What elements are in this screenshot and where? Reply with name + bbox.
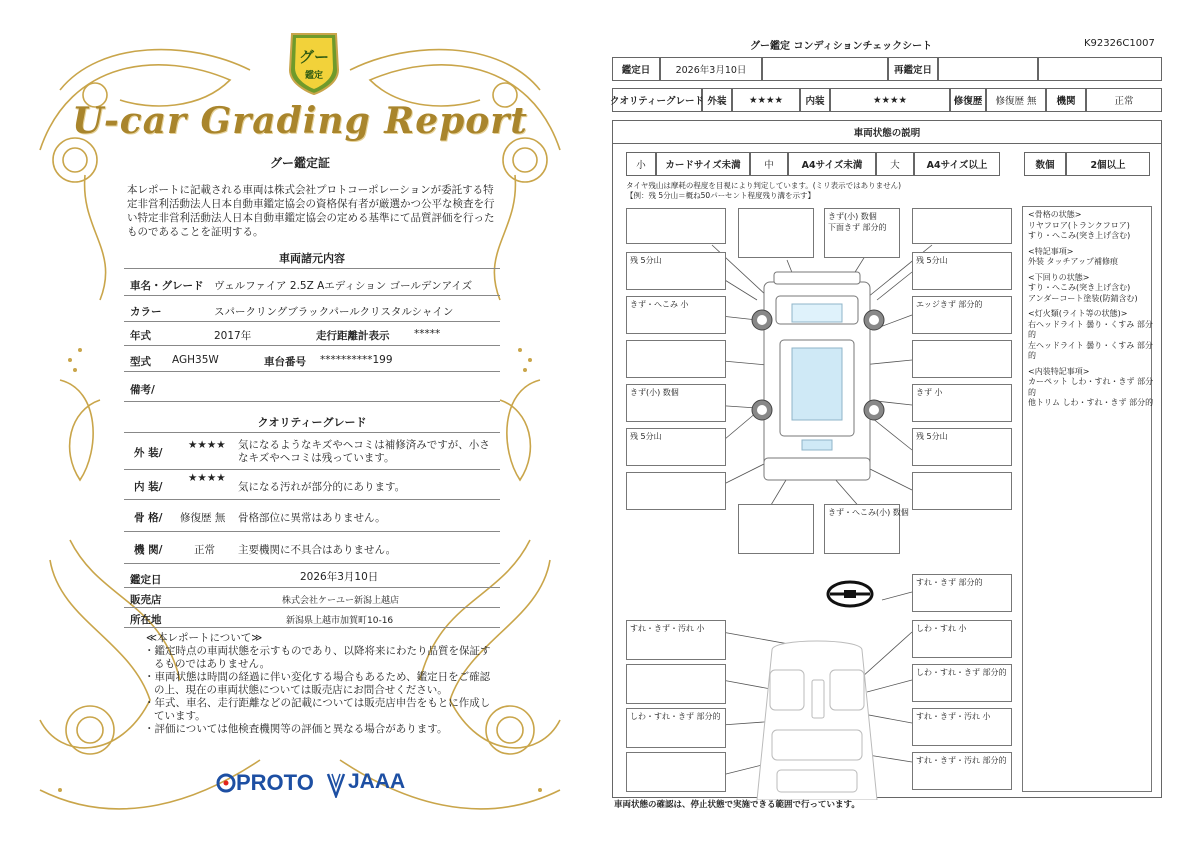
cond-box-blank xyxy=(626,664,726,704)
side-notes xyxy=(1028,210,1156,414)
certificate-heading: グー鑑定証 xyxy=(269,156,330,170)
cond-box-left-rear: きず(小) 数個 xyxy=(626,384,726,422)
sheet-id: K92326C1007 xyxy=(1084,38,1155,49)
spec-row-model: 型式 AGH35W 車台番号 **********199 xyxy=(124,346,500,372)
jaaa-logo: JAAA xyxy=(348,770,406,793)
cond-box-steering: すれ・きず 部分的 xyxy=(912,574,1012,612)
quality-row-engine: 機 関/ 正常 主要機関に不具合はありません。 xyxy=(124,532,500,564)
cond-box-blank xyxy=(626,340,726,378)
cond-box-rear-right-tire: 残 5分山 xyxy=(912,428,1012,466)
condition-check-sheet xyxy=(600,0,1200,848)
cond-box-front-right-tire: 残 5分山 xyxy=(912,252,1012,290)
quality-section-title: クオリティーグレード xyxy=(257,416,367,429)
spec-row-color: カラー スパークリングブラックパールクリスタルシャイン xyxy=(124,296,500,322)
address-row: 所在地 新潟県上越市加賀町10-16 xyxy=(124,608,500,628)
note-item: ・鑑定時点の車両状態を示すものであり、以降将来にわたり品質を保証するものではありません。 xyxy=(144,645,491,670)
jaaa-logo-icon xyxy=(326,770,346,798)
note-item: ・評価については他検査機関等の評価と異なる場合があります。 xyxy=(144,723,448,735)
side-note-lights: <灯火類(ライト等の状態)> 右ヘッドライト 曇り・くすみ 部分的 左ヘッドライト 曇り・くすみ 部分的 xyxy=(1028,309,1153,360)
cond-box-blank xyxy=(912,340,1012,378)
legend-small: 小 xyxy=(626,152,656,176)
cond-box-interior-front-left: すれ・きず・汚れ 小 xyxy=(626,620,726,660)
cond-box-left-front: きず・へこみ 小 xyxy=(626,296,726,334)
cond-box-blank xyxy=(738,504,814,554)
date-blank xyxy=(762,57,888,81)
sheet-footer: 車両状態の確認は、停止状態で実施できる範囲で行っています。 xyxy=(614,800,860,810)
cond-box-interior-mid-right: しわ・すれ・きず 部分的 xyxy=(912,664,1012,702)
quality-row-interior: 内 装/ ★★★★ 気になる汚れが部分的にあります。 xyxy=(124,470,500,500)
dealer-row: 販売店 株式会社ケーユー新潟上越店 xyxy=(124,588,500,608)
cond-box-interior-mid-left: しわ・すれ・きず 部分的 xyxy=(626,708,726,748)
appraisal-date-row: 鑑定日 2026年3月10日 xyxy=(124,566,500,588)
quality-row-exterior: 外 装/ ★★★★ 気になるようなキズやヘコミは補修済みですが、小さなキズやヘコミは残っています。 xyxy=(124,434,500,470)
notes-title: ≪本レポートについて≫ xyxy=(146,632,263,644)
date-value: 2026年3月10日 xyxy=(660,57,762,81)
redate-label: 再鑑定日 xyxy=(888,57,938,81)
goo-appraisal-logo-icon xyxy=(286,30,342,96)
proto-logo-icon xyxy=(216,772,236,796)
side-note-interior: <内装特記事項> カーペット しわ・すれ・きず 部分的 他トリム しわ・すれ・きず 部分的 xyxy=(1028,366,1154,407)
cond-box-rear-left-tire: 残 5分山 xyxy=(626,428,726,466)
svg-text:鑑定: 鑑定 xyxy=(304,71,324,81)
interior-stars: ★★★★ xyxy=(830,88,950,112)
cond-box-front-left-tire: 残 5分山 xyxy=(626,252,726,290)
grade-label: クオリティーグレード xyxy=(612,88,702,112)
cond-box-blank xyxy=(912,208,1012,244)
cond-box-interior-rear-right: すれ・きず・汚れ 小 xyxy=(912,708,1012,746)
engine-label: 機関 xyxy=(1046,88,1086,112)
proto-logo: PROTO xyxy=(236,770,314,795)
tire-note-2: 【例：残 5分山＝概ね50パーセント程度残り溝を示す】 xyxy=(626,191,816,200)
report-notes xyxy=(140,632,500,736)
legend-large-desc: A4サイズ以上 xyxy=(914,152,1000,176)
cond-box-blank xyxy=(626,472,726,510)
spec-row-year: 年式 2017年 走行距離計表示 ***** xyxy=(124,322,500,346)
quality-row-frame: 骨 格/ 修復歴 無 骨格部位に異常はありません。 xyxy=(124,500,500,532)
redate-value xyxy=(938,57,1038,81)
legend-medium: 中 xyxy=(750,152,788,176)
steering-wheel-icon xyxy=(828,582,872,606)
cond-box-right-front: エッジきず 部分的 xyxy=(912,296,1012,334)
engine-value: 正常 xyxy=(1086,88,1162,112)
cond-box-top-center: きず(小) 数個 下面きず 部分的 xyxy=(824,208,900,258)
cond-box-right-rear: きず 小 xyxy=(912,384,1012,422)
note-item: ・車両状態は時間の経過に伴い変化する場合もあるため、鑑定日をご確認の上、現在の車両状態については販売店にお問合せください。 xyxy=(144,671,491,696)
side-note-frame-state: <骨格の状態> リヤフロア(トランクフロア) すり・へこみ(突き上げ含む) xyxy=(1028,210,1131,240)
legend-small-desc: カードサイズ未満 xyxy=(656,152,750,176)
cond-box-blank xyxy=(626,208,726,244)
cond-box-bottom-center: きず・へこみ(小) 数個 xyxy=(824,504,900,554)
spec-row-name: 車名・グレード ヴェルファイア 2.5Z Aエディション ゴールデンアイズ xyxy=(124,270,500,296)
certificate-statement: 本レポートに記載される車両は株式会社プロトコーポレーションが委託する特定非営利活動法人日本自動車鑑定協会の資格保有者が厳選かつ公平な検査を行い特定非営利活動法人日本自動車鑑定協会の定める基準にて品質評価を行ったものであることを証明する。 xyxy=(127,184,495,238)
spec-row-remarks: 備考/ xyxy=(124,372,500,402)
spec-section-title: 車両諸元内容 xyxy=(279,252,345,265)
legend-count: 数個 xyxy=(1024,152,1066,176)
state-title: 車両状態の説明 xyxy=(612,120,1162,144)
cond-box-interior-front-right: しわ・すれ 小 xyxy=(912,620,1012,658)
exterior-label: 外装 xyxy=(702,88,732,112)
tire-note-1: タイヤ残山は摩耗の程度を目視により判定しています。(ミリ表示ではありません) xyxy=(626,181,902,190)
side-note-underbody: <下回りの状態> すり・へこみ(突き上げ含む) アンダーコート塗装(防錆含む) xyxy=(1028,272,1138,303)
sheet-title: グー鑑定 コンディションチェックシート xyxy=(750,41,933,52)
legend-medium-desc: A4サイズ未満 xyxy=(788,152,876,176)
repair-label: 修復歴 xyxy=(950,88,986,112)
cond-box-interior-cargo: すれ・きず・汚れ 部分的 xyxy=(912,752,1012,790)
note-item: ・年式、車名、走行距離などの記載については販売店申告をもとに作成しています。 xyxy=(144,697,491,722)
redate-blank xyxy=(1038,57,1162,81)
exterior-stars: ★★★★ xyxy=(732,88,800,112)
legend-large: 大 xyxy=(876,152,914,176)
report-title: U-car Grading Report xyxy=(72,100,528,142)
interior-label: 内装 xyxy=(800,88,830,112)
legend-count-desc: 2個以上 xyxy=(1066,152,1150,176)
cond-box-blank xyxy=(626,752,726,792)
cond-box-blank xyxy=(912,472,1012,510)
repair-value: 修復歴 無 xyxy=(986,88,1046,112)
date-label: 鑑定日 xyxy=(612,57,660,81)
side-note-special: <特記事項> 外装 タッチアップ補修痕 xyxy=(1028,246,1118,266)
cond-box-blank xyxy=(738,208,814,258)
svg-text:グー: グー xyxy=(298,48,330,66)
